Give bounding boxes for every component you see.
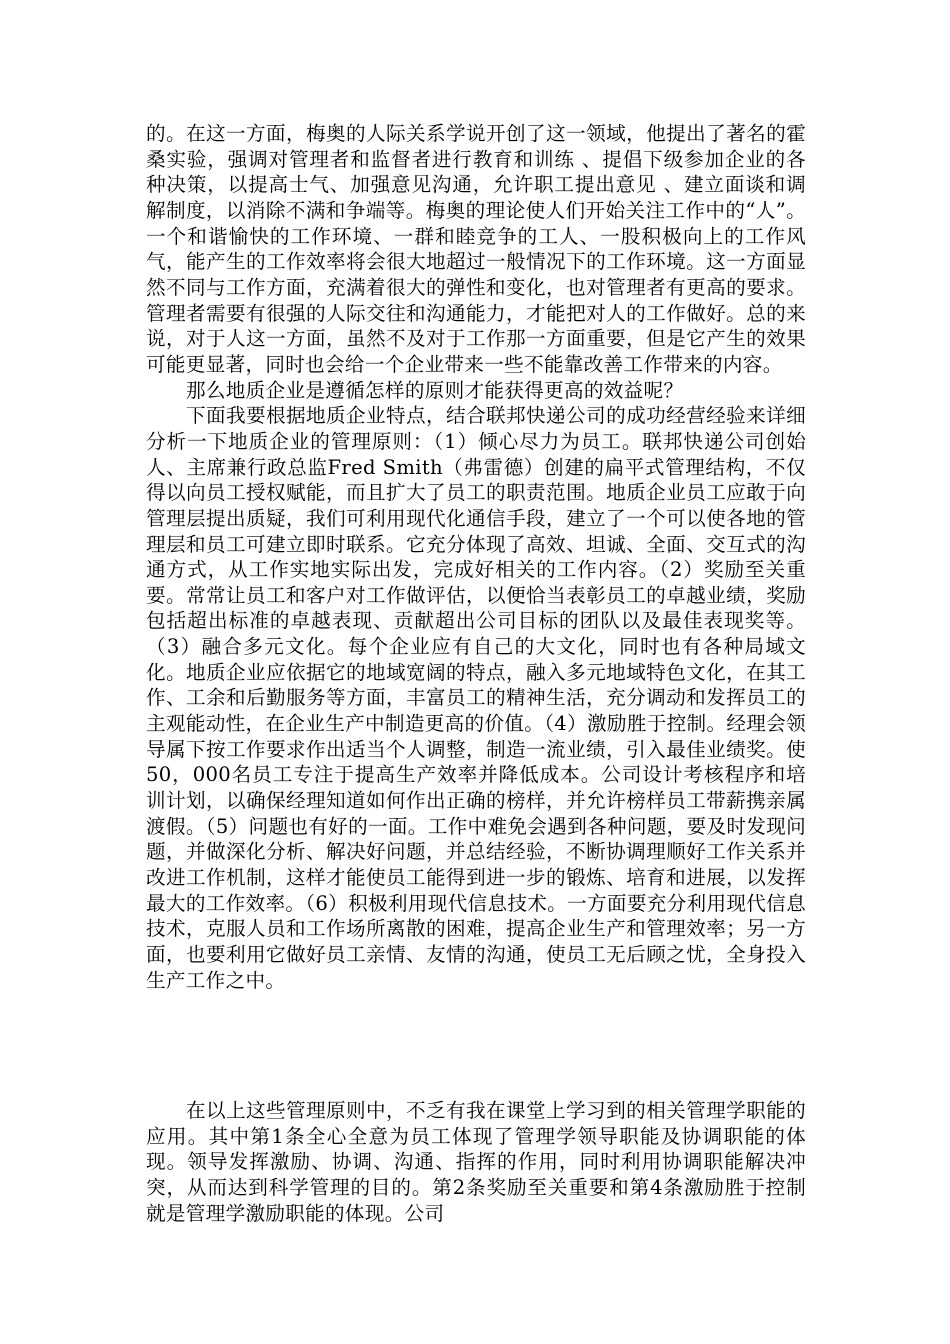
paragraph-question: 那么地质企业是遵循怎样的原则才能获得更高的效益呢？ (186, 378, 684, 402)
paragraph-management-principles: 下面我要根据地质企业特点，结合联邦快递公司的成功经营经验来详细分析一下地质企业的管理原则：（1）倾心尽力为员工。联邦快递公司创始人、主席兼行政总监Fred Smith（弗雷德）创建的扁平式管理结构，不仅得以向员工授权赋能，而且扩大了员工的职责范围。地质企业员工应敢于向管理层提出质疑，我们可利用现代化通信手段，建立了一个可以使各地的管理层和员工可建立即时联系。它充分体现了高效、坦诚、全面、交互式的沟通方式，从工作实地实际出发，完成好相关的工作内容。（2）奖励至关重要。常常让员工和客户对工作做评估，以便恰当表彰员工的卓越业绩，奖励包括超出标准的卓越表现、贡献超出公司目标的团队以及最佳表现奖等。（3）融合多元文化。每个企业应有自己的大文化，同时也有各种局域文化。地质企业应依据它的地域宽阔的特点，融入多元地域特色文化，在其工作、工余和后勤服务等方面，丰富员工的精神生活，充分调动和发挥员工的主观能动性，在企业生产中制造更高的价值。（4）激励胜于控制。经理会领导属下按工作要求作出适当个人调整，制造一流业绩，引入最佳业绩奖。使50，000名员工专注于提高生产效率并降低成本。公司设计考核程序和培训计划，以确保经理知道如何作出正确的榜样，并允许榜样员工带薪携亲属渡假。（5）问题也有好的一面。工作中难免会遇到各种问题，要及时发现问题，并做深化分析、解决好问题，并总结经验，不断协调理顺好工作关系并改进工作机制，这样才能使员工能得到进一步的锻炼、培育和进展，以发挥最大的工作效率。（6）积极利用现代信息技术。一方面要充分利用现代信息技术，克服人员和工作场所离散的困难，提高企业生产和管理效率；另一方面，也要利用它做好员工亲情、友情的沟通，使员工无后顾之忧，全身投入生产工作之中。 (146, 404, 806, 992)
paragraph-mayo-theory: 的。在这一方面，梅奥的人际关系学说开创了这一领域，他提出了著名的霍桑实验，强调对管理者和监督者进行教育和训练 、提倡下级参加企业的各种决策，以提高士气、加强意见沟通，允许职工提出意见 、建立面谈和调解制度，以消除不满和争端等。梅奥的理论使人们开始关注工作中的“人”。一个和谐愉快的工作环境、一群和睦竞争的工人、一股积极向上的工作风气，能产生的工作效率将会很大地超过一般情况下的工作环境。这一方面显然不同与工作方面，充满着很大的弹性和变化，也对管理者有更高的要求。管理者需要有很强的人际交往和沟通能力，才能把对人的工作做好。总的来说，对于人这一方面，虽然不及对于工作那一方面重要，但是它产生的效果可能更显著，同时也会给一个企业带来一些不能靠改善工作带来的内容。 (146, 122, 806, 376)
paragraph-management-functions: 在以上这些管理原则中，不乏有我在课堂上学习到的相关管理学职能的应用。其中第1条全心全意为员工体现了管理学领导职能及协调职能的体现。领导发挥激励、协调、沟通、指挥的作用，同时利用协调职能解决冲突，从而达到科学管理的目的。第2条奖励至关重要和第4条激励胜于控制就是管理学激励职能的体现。公司 (146, 1099, 806, 1225)
body-text-upper (146, 121, 806, 993)
body-text-lower (146, 1098, 806, 1226)
